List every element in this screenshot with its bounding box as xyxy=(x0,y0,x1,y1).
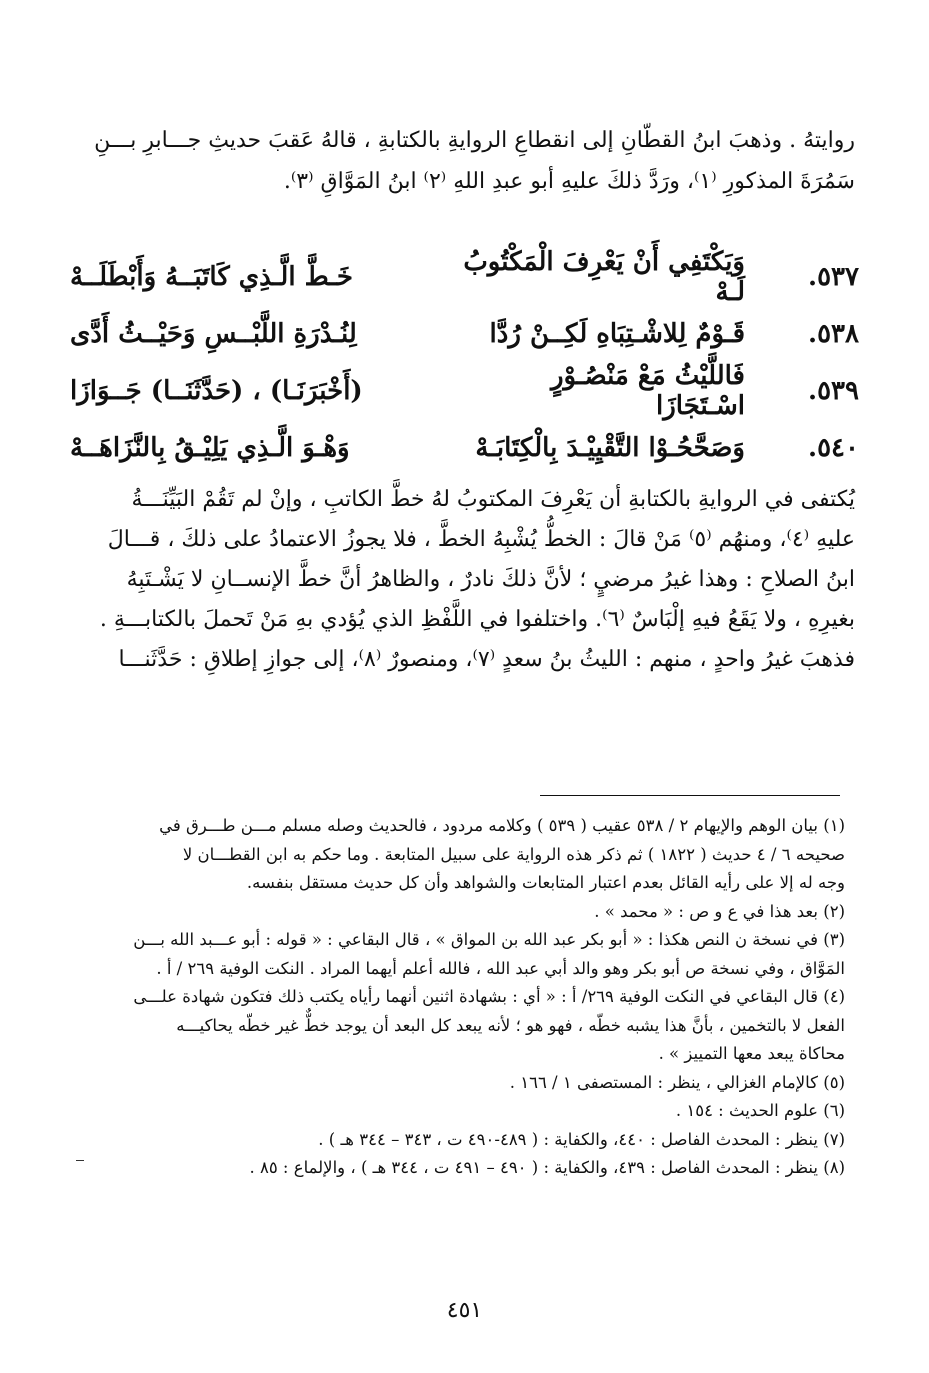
verse-second-hemistich: خَـطَّ الَّـذِي كَاتَبَــهُ وَأَبْطَلَــهْ xyxy=(70,261,353,292)
poem-verses xyxy=(70,248,859,476)
intro-line: سَمُرَةَ المذكورِ ⁽١⁾، ورَدَّ ذلكَ عليهِ أبو عبدِ اللهِ ⁽٢⁾ ابنُ المَوَّاقِ ⁽٣⁾. xyxy=(283,169,855,194)
verse-second-hemistich: لِنُـدْرَةِ اللَّبْــسِ وَحَيْــثُ أَدَّى xyxy=(70,318,357,349)
verse-row xyxy=(70,305,859,362)
footnote xyxy=(74,898,845,927)
page-number: ٤٥١ xyxy=(446,1298,483,1323)
footnote xyxy=(74,983,845,1069)
footnote-text: بيان الوهم والإيهام ٢ / ٥٣٨ عقيب ( ٥٣٩ ) وكلامه مردود ، فالحديث وصله مسلم مـــن طـــرق في xyxy=(159,816,818,835)
footnote-text: كالإمام الغزالي ، ينظر : المستصفى ١ / ١٦٦ . xyxy=(509,1072,818,1092)
footnote-number: (٣) xyxy=(823,930,845,949)
footnote xyxy=(74,926,845,983)
intro-paragraph xyxy=(74,120,855,202)
verse-row xyxy=(70,248,859,305)
footnote-text: ينظر : المحدث الفاصل : ٤٣٩، والكفاية : ( ٤٩٠ – ٤٩١ ت ، ٣٤٤ هـ ) ، والإلماع : ٨٥ . xyxy=(249,1158,818,1177)
footnote-number: (١) xyxy=(823,816,845,835)
intro-line: روايتهُ . وذهبَ ابنُ القطّانِ إلى انقطاعِ الروايةِ بالكتابةِ ، قالهُ عَقبَ حديثِ جـــابرِ بـــنِ xyxy=(94,128,855,153)
verse-number: ٥٣٧. xyxy=(808,261,859,292)
commentary-line: فذهبَ غيرُ واحدٍ ، منهم : الليثُ بنُ سعدٍ ⁽٧⁾، ومنصورٌ ⁽٨⁾، إلى جوازِ إطلاقِ : حَدَّثَنـــا xyxy=(118,647,855,672)
margin-mark xyxy=(76,1160,84,1161)
verse-number: ٥٤٠. xyxy=(808,432,859,463)
footnote-number: (٧) xyxy=(823,1129,845,1149)
commentary-line: عليهِ ⁽٤⁾، ومنهُم ⁽٥⁾ مَنْ قالَ : الخطُّ يُشْبِهُ الخطَّ ، فلا يجوزُ الاعتمادُ على ذلكَ ، قـــالَ xyxy=(107,527,855,552)
commentary-line: ابنُ الصلاحِ : وهذا غيرُ مرضيٍ ؛ لأنَّ ذلكَ نادرٌ ، والظاهرُ أنَّ خطَّ الإنســانِ لا يَشْـتَبِهُ xyxy=(126,567,855,592)
verse-first-hemistich: قَـوْمٌ لِلاشْـتِبَاهِ لَكِــنْ رُدَّا xyxy=(489,318,745,349)
footnote-number: (٤) xyxy=(823,987,845,1006)
footnote xyxy=(74,1097,845,1126)
verse-number: ٥٣٩. xyxy=(808,375,859,406)
footnote xyxy=(74,1126,845,1155)
footnote-number: (٦) xyxy=(823,1101,845,1120)
verse-first-hemistich: وَصَحَّحُـوْا التَّقْيِيْـدَ بِالْكِتَابَـهْ xyxy=(475,432,745,463)
footnote xyxy=(74,1069,845,1098)
footnote-separator xyxy=(540,795,840,796)
verse-first-hemistich: فَاللَّيْثُ مَعْ مَنْصُـوْرٍ اسْـتَجَازَا xyxy=(550,360,745,421)
commentary-line: يُكتفى في الروايةِ بالكتابةِ أن يَعْرِفَ المكتوبُ لهُ خطَّ الكاتبِ ، وإنْ لم تَقُمْ البَيِّنَـــةُ xyxy=(131,487,855,512)
verse-second-hemistich: (أَخْبَرَنَـا) ، (حَدَّثَنَــا) جَــوَازَا xyxy=(70,375,363,406)
verse-row xyxy=(70,419,859,476)
footnote-text: محاكاة يبعد معها التمييز » . xyxy=(658,1044,845,1063)
footnote-number: (٥) xyxy=(823,1072,845,1092)
footnote-text: وجه له إلا على رأيه القائل بعدم اعتبار المتابعات والشواهد وأن كل حديث مستقل بنفسه. xyxy=(246,873,845,892)
footnote-text: المَوَّاق ، وفي نسخة ص أبو بكر وهو والد أبي عبد الله ، فالله أعلم أيهما المراد . النكت الوفية ٢٦٩ / أ . xyxy=(156,958,845,978)
footnote-text: بعد هذا في ع و ص : « محمد » . xyxy=(594,901,818,921)
commentary-paragraph xyxy=(74,480,855,680)
verse-first-hemistich: وَيَكْتَفِي أَنْ يَعْرِفَ الْمَكْتُوبُ لَـهْ xyxy=(463,246,745,307)
verse-row xyxy=(70,362,859,419)
footnote xyxy=(74,812,845,898)
verse-number: ٥٣٨. xyxy=(808,318,859,349)
footnote-text: علوم الحديث : ١٥٤ . xyxy=(675,1101,818,1120)
footnote xyxy=(74,1154,845,1183)
footnotes xyxy=(74,812,845,1183)
footnote-text: قال البقاعي في النكت الوفية ٢٦٩/ أ : « أي : بشهادة اثنين أنهما رأياه يكتب ذلك فتكون شهادة علـــى xyxy=(133,987,818,1006)
footnote-number: (٢) xyxy=(823,901,845,921)
footnote-text: الفعل لا بالتخمين ، بأنَّ هذا يشبه خطّه ، فهو هو ؛ لأنه يبعد كل البعد أن يوجد خطٌّ غير خطّه يحاكيـــه xyxy=(176,1015,845,1035)
commentary-line: بغيرِهِ ، ولا يَقَعُ فيهِ إلْبَاسٌ ⁽٦⁾. واختلفوا في اللَّفْظِ الذي يُؤدي بهِ مَنْ تَحملَ بالكتابـــةِ . xyxy=(99,607,855,632)
footnote-number: (٨) xyxy=(823,1158,845,1177)
verse-second-hemistich: وَهْـوَ الَّـذِي يَلِيْـقُ بِالنَّزَاهَــهْ xyxy=(70,432,350,463)
footnote-text: في نسخة ن النص هكذا : « أبو بكر عبد الله بن المواق » ، قال البقاعي : « قوله : أبو عـــبد الله بـــن xyxy=(133,930,818,949)
footnote-text: صحيحه ٦ / ٤ حديث ( ١٨٢٢ ) ثم ذكر هذه الرواية على سبيل المتابعة . وما حكم به ابن القطـــان لا xyxy=(182,844,845,864)
footnote-text: ينظر : المحدث الفاصل : ٤٤٠، والكفاية : ( ٤٨٩-٤٩٠ ت ، ٣٤٣ – ٣٤٤ هـ ) . xyxy=(318,1129,818,1149)
